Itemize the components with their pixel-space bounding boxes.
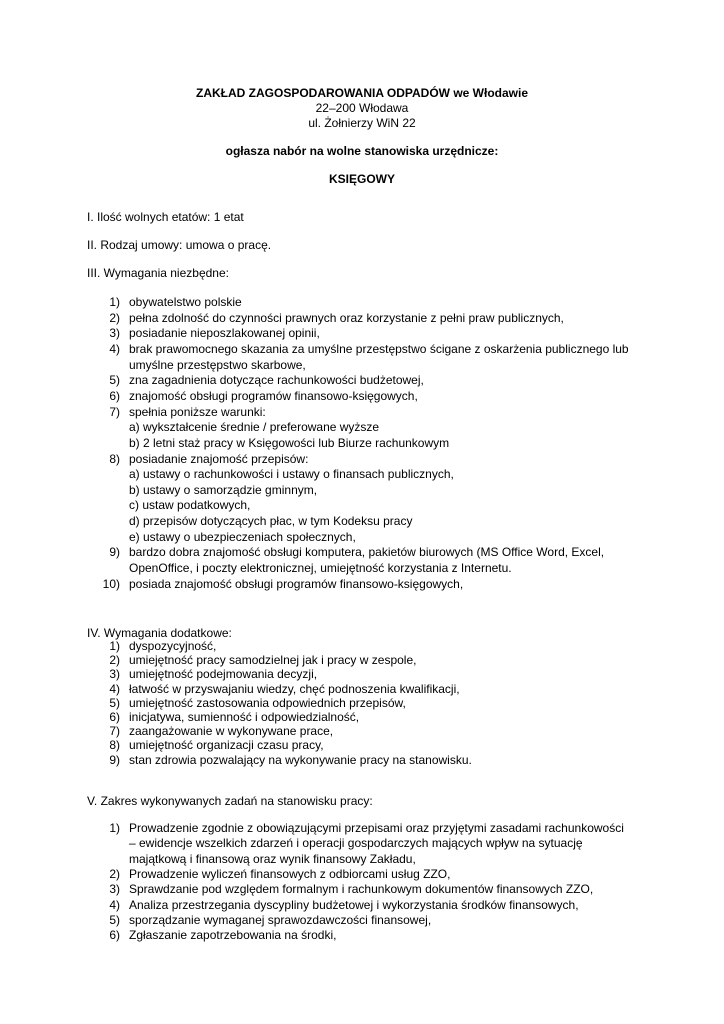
list-item: stan zdrowia pozwalający na wykonywanie pracy na stanowisku. — [129, 752, 472, 767]
list-number: 6) — [109, 388, 120, 403]
list-number: 8) — [109, 738, 120, 753]
list-item-continuation: e) ustawy o ubezpieczeniach społecznych, — [129, 529, 356, 544]
list-item: zna zagadnienia dotyczące rachunkowości budżetowej, — [129, 373, 424, 388]
list-number: 2) — [109, 653, 120, 668]
postal-address: 22–200 Włodawa — [315, 101, 409, 115]
section-contract: II. Rodzaj umowy: umowa o pracę. — [87, 238, 272, 252]
list-item: inicjatywa, sumienność i odpowiedzialność, — [129, 710, 360, 724]
list-number: 3) — [109, 667, 120, 682]
list-item: spełnia poniższe warunki: — [129, 404, 266, 419]
list-item: umiejętność zastosowania odpowiednich przepisów, — [129, 695, 406, 710]
list-item: umiejętność pracy samodzielnej jak i pracy w zespole, — [129, 653, 417, 668]
list-number: 6) — [109, 710, 120, 724]
list-number: 2) — [109, 866, 120, 881]
list-item: Zgłaszanie zapotrzebowania na środki, — [129, 928, 337, 943]
section-tasks-heading: V. Zakres wykonywanych zadań na stanowisku pracy: — [87, 794, 373, 808]
list-number: 9) — [109, 752, 120, 767]
list-item-continuation: a) wykształcenie średnie / preferowane wyższe — [129, 420, 380, 435]
list-item: obywatelstwo polskie — [129, 295, 242, 309]
list-number: 7) — [109, 724, 120, 739]
org-name: ZAKŁAD ZAGOSPODAROWANIA ODPADÓW we Włodawie — [196, 86, 528, 100]
list-number: 9) — [109, 545, 120, 560]
list-number: 1) — [109, 639, 120, 653]
list-item: bardzo dobra znajomość obsługi komputera, pakietów biurowych (MS Office Word, Excel, — [129, 545, 605, 560]
section-vacancies: I. Ilość wolnych etatów: 1 etat — [87, 210, 244, 224]
list-item-continuation: – ewidencje wszelkich zdarzeń i operacji gospodarczych mających wpływ na sytuację — [129, 836, 583, 851]
list-number: 4) — [109, 341, 120, 356]
list-item-continuation: d) przepisów dotyczących płac, w tym Kodeksu pracy — [129, 514, 413, 529]
list-number: 1) — [109, 295, 120, 309]
list-item-continuation: majątkową i finansową oraz wynik finansowy Zakładu, — [129, 851, 416, 866]
position-title: KSIĘGOWY — [328, 172, 395, 186]
list-number: 5) — [109, 912, 120, 927]
list-number: 7) — [109, 404, 120, 419]
list-item: posiadanie nieposzlakowanej opinii, — [129, 326, 320, 341]
list-number: 10) — [102, 576, 120, 591]
list-number: 3) — [109, 882, 120, 897]
list-item: Sprawdzanie pod względem formalnym i rachunkowym dokumentów finansowych ZZO, — [129, 882, 594, 897]
list-item-continuation: OpenOffice, i poczty elektronicznej, umiejętność korzystania z Internetu. — [129, 561, 512, 576]
list-item: umiejętność podejmowania decyzji, — [129, 667, 318, 682]
list-item-continuation: a) ustawy o rachunkowości i ustawy o finansach publicznych, — [129, 467, 454, 482]
list-number: 5) — [109, 695, 120, 710]
list-number: 2) — [109, 310, 120, 325]
list-item-continuation: umyślne przestępstwo skarbowe, — [129, 357, 306, 372]
list-item: znajomość obsługi programów finansowo-księgowych, — [129, 388, 418, 403]
section-additional-heading: IV. Wymagania dodatkowe: — [87, 626, 232, 640]
list-item: Prowadzenie zgodnie z obowiązującymi przepisami oraz przyjętymi zasadami rachunkowości — [129, 821, 624, 835]
list-number: 8) — [109, 451, 120, 466]
list-item: posiada znajomość obsługi programów finansowo-księgowych, — [129, 576, 464, 591]
list-item-continuation: b) ustawy o samorządzie gminnym, — [129, 482, 318, 497]
list-number: 3) — [109, 326, 120, 341]
list-item-continuation: c) ustaw podatkowych, — [129, 498, 251, 513]
list-item: sporządzanie wymaganej sprawozdawczości finansowej, — [129, 912, 432, 927]
list-item: posiadanie znajomość przepisów: — [129, 451, 309, 466]
list-item-continuation: b) 2 letni staż pracy w Księgowości lub Biurze rachunkowym — [129, 435, 450, 450]
announcement: ogłasza nabór na wolne stanowiska urzędnicze: — [225, 144, 499, 158]
list-number: 1) — [109, 821, 120, 835]
list-item: umiejętność organizacji czasu pracy, — [129, 738, 324, 753]
list-number: 4) — [109, 681, 120, 696]
list-item: pełna zdolność do czynności prawnych oraz korzystanie z pełni praw publicznych, — [129, 310, 564, 325]
list-item: brak prawomocnego skazania za umyślne przestępstwo ścigane z oskarżenia publicznego lub — [129, 341, 629, 356]
list-number: 6) — [109, 928, 120, 943]
street-address: ul. Żołnierzy WiN 22 — [308, 116, 416, 130]
list-number: 5) — [109, 373, 120, 388]
list-item: Analiza przestrzegania dyscypliny budżetowej i wykorzystania środków finansowych, — [129, 897, 579, 912]
list-item: dyspozycyjność, — [129, 639, 217, 653]
list-number: 4) — [109, 897, 120, 912]
list-item: łatwość w przyswajaniu wiedzy, chęć podnoszenia kwalifikacji, — [129, 681, 460, 696]
section-required-heading: III. Wymagania niezbędne: — [87, 266, 229, 280]
list-item: Prowadzenie wyliczeń finansowych z odbiorcami usług ZZO, — [129, 866, 451, 881]
list-item: zaangażowanie w wykonywane prace, — [129, 724, 334, 739]
